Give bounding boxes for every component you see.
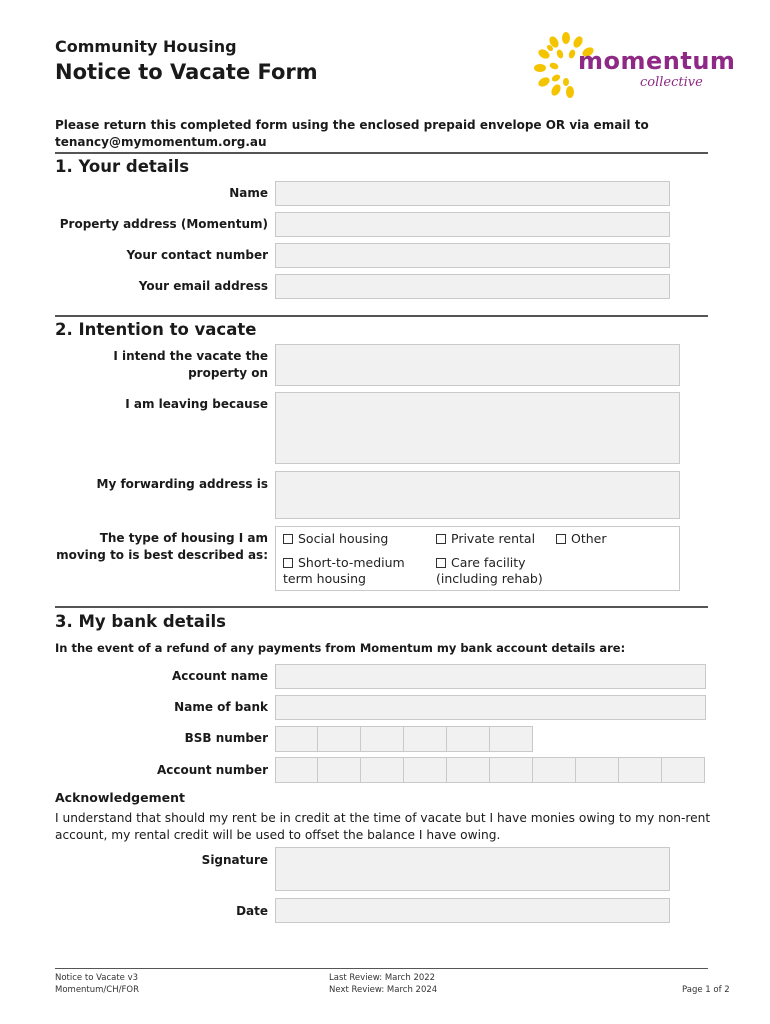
page-title: Notice to Vacate Form	[55, 60, 318, 84]
bsb-number-label: BSB number	[184, 731, 268, 745]
account-name-label: Account name	[171, 669, 268, 683]
forwarding-address-field[interactable]	[275, 471, 680, 519]
option-care-facility[interactable]: Care facility (including rehab)	[436, 555, 543, 586]
digit-cell[interactable]	[447, 757, 490, 783]
contact-number-field[interactable]	[275, 243, 670, 268]
leaving-reason-field[interactable]	[275, 392, 680, 464]
section-divider	[55, 152, 708, 154]
digit-cell[interactable]	[576, 757, 619, 783]
forwarding-address-label: My forwarding address is	[96, 477, 268, 491]
org-line: Community Housing	[55, 37, 237, 56]
footer-rule	[55, 968, 708, 969]
footer-next-review: Next Review: March 2024	[329, 985, 438, 995]
checkbox-icon	[436, 534, 446, 544]
momentum-logo	[530, 30, 736, 100]
digit-cell[interactable]	[361, 757, 404, 783]
option-short-to-medium[interactable]: Short-to-medium term housing	[283, 555, 405, 586]
section-title-details: 1. Your details	[55, 157, 190, 176]
property-address-label: Property address (Momentum)	[59, 217, 268, 231]
digit-cell[interactable]	[361, 726, 404, 752]
date-field[interactable]	[275, 898, 670, 923]
digit-cell[interactable]	[318, 726, 361, 752]
digit-cell[interactable]	[533, 757, 576, 783]
section-divider	[55, 606, 708, 608]
digit-cell[interactable]	[447, 726, 490, 752]
bsb-number-field[interactable]	[275, 726, 533, 752]
checkbox-icon	[556, 534, 566, 544]
bank-intro: In the event of a refund of any payments from Momentum my bank account details are:	[55, 641, 626, 655]
footer-page-number: Page 1 of 2	[682, 985, 730, 995]
intro-email: tenancy@mymomentum.org.au	[55, 135, 267, 149]
digit-cell[interactable]	[490, 726, 533, 752]
vacate-date-label-1: I intend the vacate the	[113, 349, 268, 363]
digit-cell[interactable]	[275, 757, 318, 783]
acknowledgement-heading: Acknowledgement	[55, 790, 185, 805]
vacate-date-label-2: property on	[188, 366, 268, 380]
digit-cell[interactable]	[275, 726, 318, 752]
name-field[interactable]	[275, 181, 670, 206]
checkbox-icon	[283, 534, 293, 544]
signature-label: Signature	[201, 853, 268, 867]
footer-code: Momentum/CH/FOR	[55, 985, 139, 995]
account-number-label: Account number	[157, 763, 268, 777]
acknowledgement-line-1: I understand that should my rent be in credit at the time of vacate but I have monies owing to my non-rent	[55, 811, 711, 825]
digit-cell[interactable]	[404, 757, 447, 783]
name-label: Name	[229, 186, 268, 200]
acknowledgement-line-2: account, my rental credit will be used to offset the balance I have owing.	[55, 828, 501, 842]
email-address-field[interactable]	[275, 274, 670, 299]
account-number-field[interactable]	[275, 757, 705, 783]
housing-type-label-1: The type of housing I am	[99, 531, 268, 545]
intro-line-1: Please return this completed form using the enclosed prepaid envelope OR via email to	[55, 118, 649, 132]
housing-type-label-2: moving to is best described as:	[56, 548, 268, 562]
checkbox-icon	[283, 558, 293, 568]
digit-cell[interactable]	[662, 757, 705, 783]
option-social-housing[interactable]: Social housing	[283, 531, 388, 547]
signature-field[interactable]	[275, 847, 670, 891]
bank-name-field[interactable]	[275, 695, 706, 720]
option-private-rental[interactable]: Private rental	[436, 531, 535, 547]
contact-number-label: Your contact number	[126, 248, 268, 262]
email-address-label: Your email address	[138, 279, 268, 293]
bank-name-label: Name of bank	[174, 700, 268, 714]
date-label: Date	[236, 904, 268, 918]
logo-script: collective	[640, 75, 703, 90]
footer-last-review: Last Review: March 2022	[329, 973, 436, 983]
digit-cell[interactable]	[404, 726, 447, 752]
vacate-date-field[interactable]	[275, 344, 680, 386]
section-title-intention: 2. Intention to vacate	[55, 320, 257, 339]
digit-cell[interactable]	[619, 757, 662, 783]
checkbox-icon	[436, 558, 446, 568]
digit-cell[interactable]	[490, 757, 533, 783]
leaving-reason-label: I am leaving because	[125, 397, 268, 411]
property-address-field[interactable]	[275, 212, 670, 237]
option-other[interactable]: Other	[556, 531, 607, 547]
logo-word: momentum	[578, 47, 736, 75]
digit-cell[interactable]	[318, 757, 361, 783]
section-divider	[55, 315, 708, 317]
section-title-bank: 3. My bank details	[55, 612, 226, 631]
footer-version: Notice to Vacate v3	[55, 973, 139, 983]
account-name-field[interactable]	[275, 664, 706, 689]
